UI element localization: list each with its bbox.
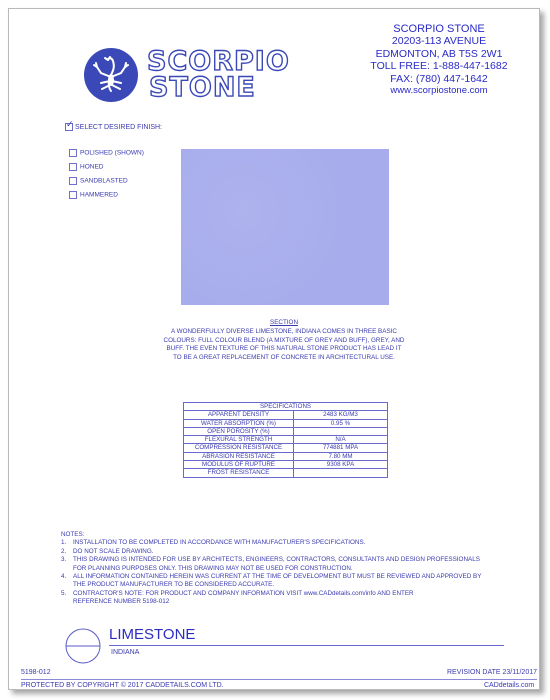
scorpion-icon	[83, 47, 139, 103]
company-name: SCORPIO STONE	[393, 23, 485, 35]
note-text-continued: THE PRODUCT MANUFACTURER TO BE CONSIDERED ACCURATE.	[73, 581, 275, 589]
table-row	[184, 411, 388, 419]
note-number: 2.	[61, 547, 67, 555]
company-fax: FAX: (780) 447-1642	[390, 72, 488, 85]
spec-value: 774881 MPA	[294, 444, 388, 452]
checkbox-icon[interactable]	[69, 191, 77, 199]
company-info	[339, 23, 539, 97]
finish-option-label: POLISHED (SHOWN)	[80, 149, 144, 157]
brand-logo-text	[147, 46, 290, 103]
spec-value: N/A	[294, 436, 388, 444]
copyright-text: PROTECTED BY COPYRIGHT © 2017 CADDETAILS.COM LTD.	[21, 682, 224, 689]
table-row	[184, 461, 388, 469]
specifications-table	[183, 402, 388, 478]
note-item	[61, 590, 531, 598]
spec-label: FROST RESISTANCE	[184, 469, 294, 477]
finish-option-sandblasted[interactable]	[69, 177, 128, 185]
spec-value: 7.80 MM	[294, 452, 388, 460]
finish-option-polished[interactable]	[69, 149, 144, 157]
section-line: COLOURS: FULL COLOUR BLEND (A MIXTURE OF GREY AND BUFF), GREY, AND	[163, 336, 405, 344]
note-number: 5.	[61, 589, 67, 597]
table-row	[184, 427, 388, 435]
note-item	[61, 556, 531, 564]
spec-label: WATER ABSORPTION (%)	[184, 419, 294, 427]
section-line: A WONDERFULLY DIVERSE LIMESTONE, INDIANA COMES IN THREE BASIC	[171, 327, 397, 335]
finish-header	[65, 119, 163, 131]
spec-value	[294, 469, 388, 477]
note-text: THIS DRAWING IS INTENDED FOR USE BY ARCHITECTS, ENGINEERS, CONTRACTORS, CONSULTANTS AND DESIGN PROFESSIONALS	[73, 556, 480, 564]
company-address-1: 20203-113 AVENUE	[391, 35, 487, 48]
spec-label: MODULUS OF RUPTURE	[184, 461, 294, 469]
finish-option-label: HAMMERED	[80, 191, 118, 199]
logo-line-1: SCORPIO	[147, 46, 290, 77]
spec-value: 0.95 %	[294, 419, 388, 427]
checkbox-icon[interactable]	[65, 119, 74, 131]
company-address-2: EDMONTON, AB T5S 2W1	[375, 47, 503, 60]
logo-line-2: STONE	[149, 72, 256, 103]
product-subtitle: INDIANA	[111, 649, 140, 656]
spec-label: COMPRESSION RESISTANCE	[184, 444, 294, 452]
notes-header: NOTES:	[61, 531, 85, 538]
spec-label: ABRASION RESISTANCE	[184, 452, 294, 460]
section-marker-icon	[57, 628, 109, 664]
note-item	[61, 573, 531, 581]
section-line: TO BE A GREAT REPLACEMENT OF CONCRETE IN ARCHITECTURAL USE.	[173, 354, 395, 362]
finish-option-label: SANDBLASTED	[80, 177, 128, 185]
checkbox-icon[interactable]	[69, 163, 77, 171]
title-divider	[109, 645, 504, 646]
table-row	[184, 452, 388, 460]
checkbox-icon[interactable]	[69, 149, 77, 157]
note-number: 3.	[61, 556, 67, 564]
spec-value: 2483 KG/M3	[294, 411, 388, 419]
note-text: DO NOT SCALE DRAWING.	[73, 547, 154, 555]
note-text-continued: REFERENCE NUMBER 5198-012	[73, 598, 170, 606]
finish-option-hammered[interactable]	[69, 191, 118, 199]
note-text: CONTRACTOR'S NOTE: FOR PRODUCT AND COMPANY INFORMATION VISIT www.CADdetails.com/info AND ENTER	[73, 589, 414, 597]
note-number: 4.	[61, 573, 67, 581]
stone-swatch-image	[181, 149, 389, 305]
table-row	[184, 444, 388, 452]
note-text: INSTALLATION TO BE COMPLETED IN ACCORDANCE WITH MANUFACTURER'S SPECIFICATIONS.	[73, 539, 366, 547]
spec-label: APPARENT DENSITY	[184, 411, 294, 419]
drawing-sheet	[8, 8, 540, 690]
finish-option-honed[interactable]	[69, 163, 103, 171]
table-row	[184, 436, 388, 444]
checkmark-icon: ✓	[66, 119, 74, 129]
company-website: www.scorpiostone.com	[390, 85, 488, 97]
section-description	[159, 319, 409, 363]
product-name: LIMESTONE	[109, 626, 196, 643]
footer-divider	[21, 679, 537, 680]
note-text-continued: FOR PLANNING PURPOSES ONLY. THIS DRAWING MAY NOT BE USED FOR CONSTRUCTION.	[73, 564, 353, 572]
note-item	[61, 539, 531, 547]
checkbox-icon[interactable]	[69, 177, 77, 185]
company-tollfree: TOLL FREE: 1-888-447-1682	[370, 60, 508, 73]
section-line: BUFF. THE EVEN TEXTURE OF THIS NATURAL STONE PRODUCT HAS LEAD IT	[166, 345, 402, 353]
spec-value	[294, 427, 388, 435]
section-title: SECTION	[270, 319, 298, 326]
finish-option-label: HONED	[80, 163, 104, 171]
table-header-row	[184, 403, 388, 411]
note-text: ALL INFORMATION CONTAINED HEREIN WAS CURRENT AT THE TIME OF DEVELOPMENT BUT MUST BE REVIEWED AND APPROVED BY	[73, 573, 482, 581]
spec-label: OPEN POROSITY (%)	[184, 427, 294, 435]
table-row	[184, 469, 388, 477]
document-number: 5198-012	[21, 669, 51, 676]
spec-label: FLEXURAL STRENGTH	[184, 436, 294, 444]
spec-value: 9308 KPA	[294, 461, 388, 469]
revision-date: REVISION DATE 23/11/2017	[447, 669, 538, 676]
note-item	[61, 548, 531, 556]
notes-block	[61, 531, 531, 607]
note-number: 1.	[61, 539, 67, 547]
specifications-title: SPECIFICATIONS	[184, 403, 388, 411]
site-link[interactable]: CADdetails.com	[484, 682, 535, 689]
finish-header-label: SELECT DESIRED FINISH:	[75, 123, 163, 131]
table-row	[184, 419, 388, 427]
